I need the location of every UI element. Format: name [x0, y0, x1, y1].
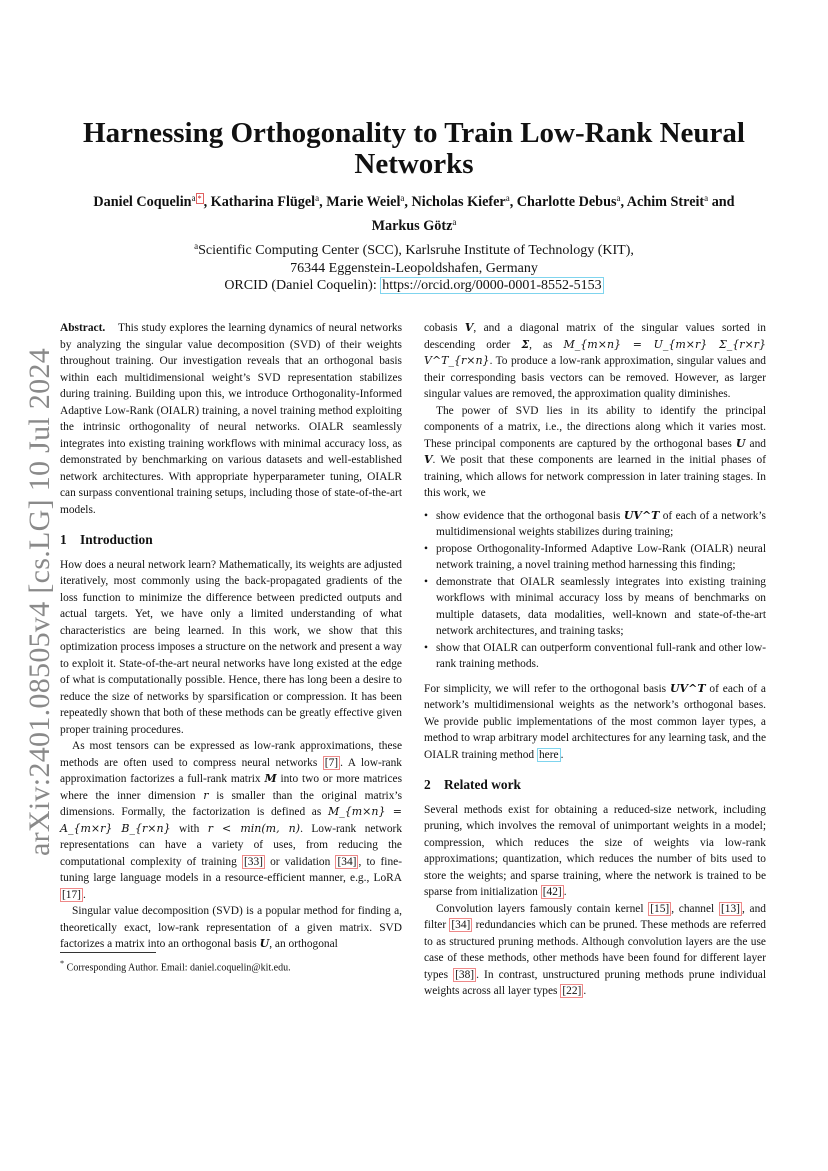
- author-name: Charlotte Debus: [516, 194, 617, 210]
- list-item: • propose Orthogonality-Informed Adaptive Low-Rank (OIALR) neural network training, a novel training method harnessing this finding;: [424, 541, 766, 574]
- citation-link[interactable]: [7]: [324, 756, 339, 769]
- contribution-list: [424, 508, 766, 673]
- footnote: * Corresponding Author. Email: daniel.coquelin@kit.edu.: [60, 959, 291, 974]
- author-name: Daniel Coquelin: [93, 194, 192, 210]
- paragraph: For simplicity, we will refer to the orthogonal basis UV^T of each of a network’s multidimensional weights as the network’s orthogonal bases. We provide public implementations of the most common layer types, a method to wrap arbitrary model architectures for any learning task, and the OIALR training method here .: [424, 681, 766, 761]
- citation-link[interactable]: [34]: [451, 919, 471, 931]
- paragraph: Convolution layers famously contain kernel [15] , channel [13] , and filter [34] redundancies which can be pruned. These methods are referred to as structured pruning methods. Although convolution layers are the use case of these methods, other methods have been found for different layer types [38] . In contrast, unstructured pruning methods prune individual weights across all layer types [22] .: [424, 902, 766, 997]
- author-name: Nicholas Kiefer: [411, 194, 506, 210]
- paragraph: cobasis V, and a diagonal matrix of the singular values sorted in descending order Σ, as M_{m×n} = U_{m×r} Σ_{r×r} V^T_{r×n}. To produce a low-rank approximation, singular values and their corresponding basis vectors can be removed. However, as larger singular values are removed, the approximation quality diminishes.: [424, 321, 766, 400]
- paragraph: The power of SVD lies in its ability to identify the principal components of a matrix, i.e., the directions along which it varies most. These principal components are captured by the orthogonal bases U and V. We posit that these components are learned in the initial phases of training, which allows for network compression in later training stages. In this work, we: [424, 404, 766, 499]
- paragraph: Several methods exist for obtaining a reduced-size network, including pruning, which involves the removal of unimportant weights in a model; compression, which reduces the size of weights via low-rank approximations; quantization, which reduces the number of bits used to store the weights; and sparse training, where the network is trained to be sparse from initialization [42] .: [424, 803, 766, 898]
- code-link[interactable]: here: [538, 748, 559, 761]
- orcid-link[interactable]: https://orcid.org/0000-0001-8552-5153: [382, 278, 602, 293]
- section-heading-introduction: 1 Introduction: [60, 532, 153, 547]
- citation-link[interactable]: [13]: [720, 902, 740, 915]
- corresponding-author-marker[interactable]: *: [197, 194, 202, 203]
- citation-link[interactable]: [33]: [243, 855, 263, 868]
- list-item: • show that OIALR can outperform conventional full-rank and other low-rank training methods.: [424, 640, 766, 673]
- paragraph: Singular value decomposition (SVD) is a popular method for finding a, theoretically exact, low-rank representation of a given matrix. SVD factorizes a matrix into an orthogonal basis U, an orthogonal: [60, 905, 402, 950]
- citation-link[interactable]: [22]: [562, 985, 582, 997]
- citation-link[interactable]: [42]: [542, 886, 562, 898]
- author-name: Markus Götz: [371, 218, 453, 234]
- left-column: [60, 320, 402, 953]
- list-item: • demonstrate that OIALR seamlessly integrates into existing training workflows with minimal accuracy loss by means of benchmarks on multiple datasets, data modalities, well-known and state-of-the-art network architectures, and training tasks;: [424, 574, 766, 640]
- author-name: Katharina Flügel: [210, 194, 316, 210]
- citation-link[interactable]: [38]: [455, 968, 475, 981]
- factorization-equation: M_{m×n} = A_{m×r} B_{r×n}: [60, 805, 402, 835]
- section-heading-related-work: 2 Related work: [424, 777, 521, 792]
- author-name: Achim Streit: [626, 194, 705, 210]
- author-list: Daniel Coquelin$^a$ * , Katharina Flügel$^a$, Marie Weiel$^a$, Nicholas Kiefer$^a$, Charlotte Debus$^a$, Achim Streit$^a$ and Markus Götz$^a$: [93, 193, 735, 234]
- list-item: • show evidence that the orthogonal basis UV^T of each of a network’s multidimensional weights stabilizes during training;: [424, 508, 766, 541]
- affiliation: $^a$Scientific Computing Center (SCC), Karlsruhe Institute of Technology (KIT), 76344 Eggenstein-Leopoldshafen, Germany ORCID (Daniel Coquelin): https://orcid.org/0000-0001-8552-5153: [194, 241, 634, 293]
- paper-title: Harnessing Orthogonality to Train Low-Rank Neural Networks: [83, 117, 745, 180]
- footnote-rule: [60, 952, 156, 953]
- right-column: [424, 320, 766, 1000]
- abstract: Abstract. This study explores the learning dynamics of neural networks by analyzing the singular value decomposition (SVD) of their weights throughout training. Our investigation reveals that an orthogonal basis within each multidimensional weight’s SVD representation stabilizes during training. Building upon this, we introduce Orthogonality-Informed Adaptive Low-Rank (OIALR) training, a novel training method exploiting the intrinsic orthogonality of neural networks. OIALR seamlessly integrates into existing training workflows with minimal accuracy loss, as demonstrated by benchmarking on various datasets and well-established network architectures. With appropriate hyperparameter tuning, OIALR can surpass conventional training setups, including those of state-of-the-art models.: [60, 322, 403, 516]
- author-name: Marie Weiel: [326, 194, 401, 210]
- svd-equation: M_{m×n} = U_{m×r} Σ_{r×r} V^T_{r×n}: [424, 337, 766, 367]
- citation-link[interactable]: [34]: [337, 855, 357, 868]
- citation-link[interactable]: [15]: [650, 902, 670, 915]
- paragraph: How does a neural network learn? Mathematically, its weights are adjusted iteratively, most commonly using the back-propagated gradients of the loss function to minimize the difference between predicted outputs and actual targets. Yet, we have only a limited understanding of what characteristics are being learned. In this work, we show that this optimization process imposes a structure on the network and present a way to exploit it. State-of-the-art neural networks have long existed at the edge of what is computationally possible. Hence, there has long been a desire to reduce the size of networks by sparsification or compression. It has been repeatedly shown that both of these methods can be greatly effective given proper training procedures.: [60, 558, 402, 736]
- arxiv-identifier: arXiv:2401.08505v4 [cs.LG] 10 Jul 2024: [23, 347, 56, 857]
- paragraph: As most tensors can be expressed as low-rank approximations, these methods are often used to compress neural networks [7] . A low-rank approximation factorizes a full-rank matrix M into two or more matrices where the inner dimension r is smaller than the original matrix’s dimensions. Formally, the factorization is defined as M_{m×n} = A_{m×r} B_{r×n} with r < min(m, n). Low-rank network representations can have a variety of uses, from reducing the computational complexity of training [33] or validation [34] , to fine-tuning large language models in a resource-efficient manner, e.g., LoRA [17] .: [60, 740, 403, 901]
- citation-link[interactable]: [17]: [62, 888, 81, 901]
